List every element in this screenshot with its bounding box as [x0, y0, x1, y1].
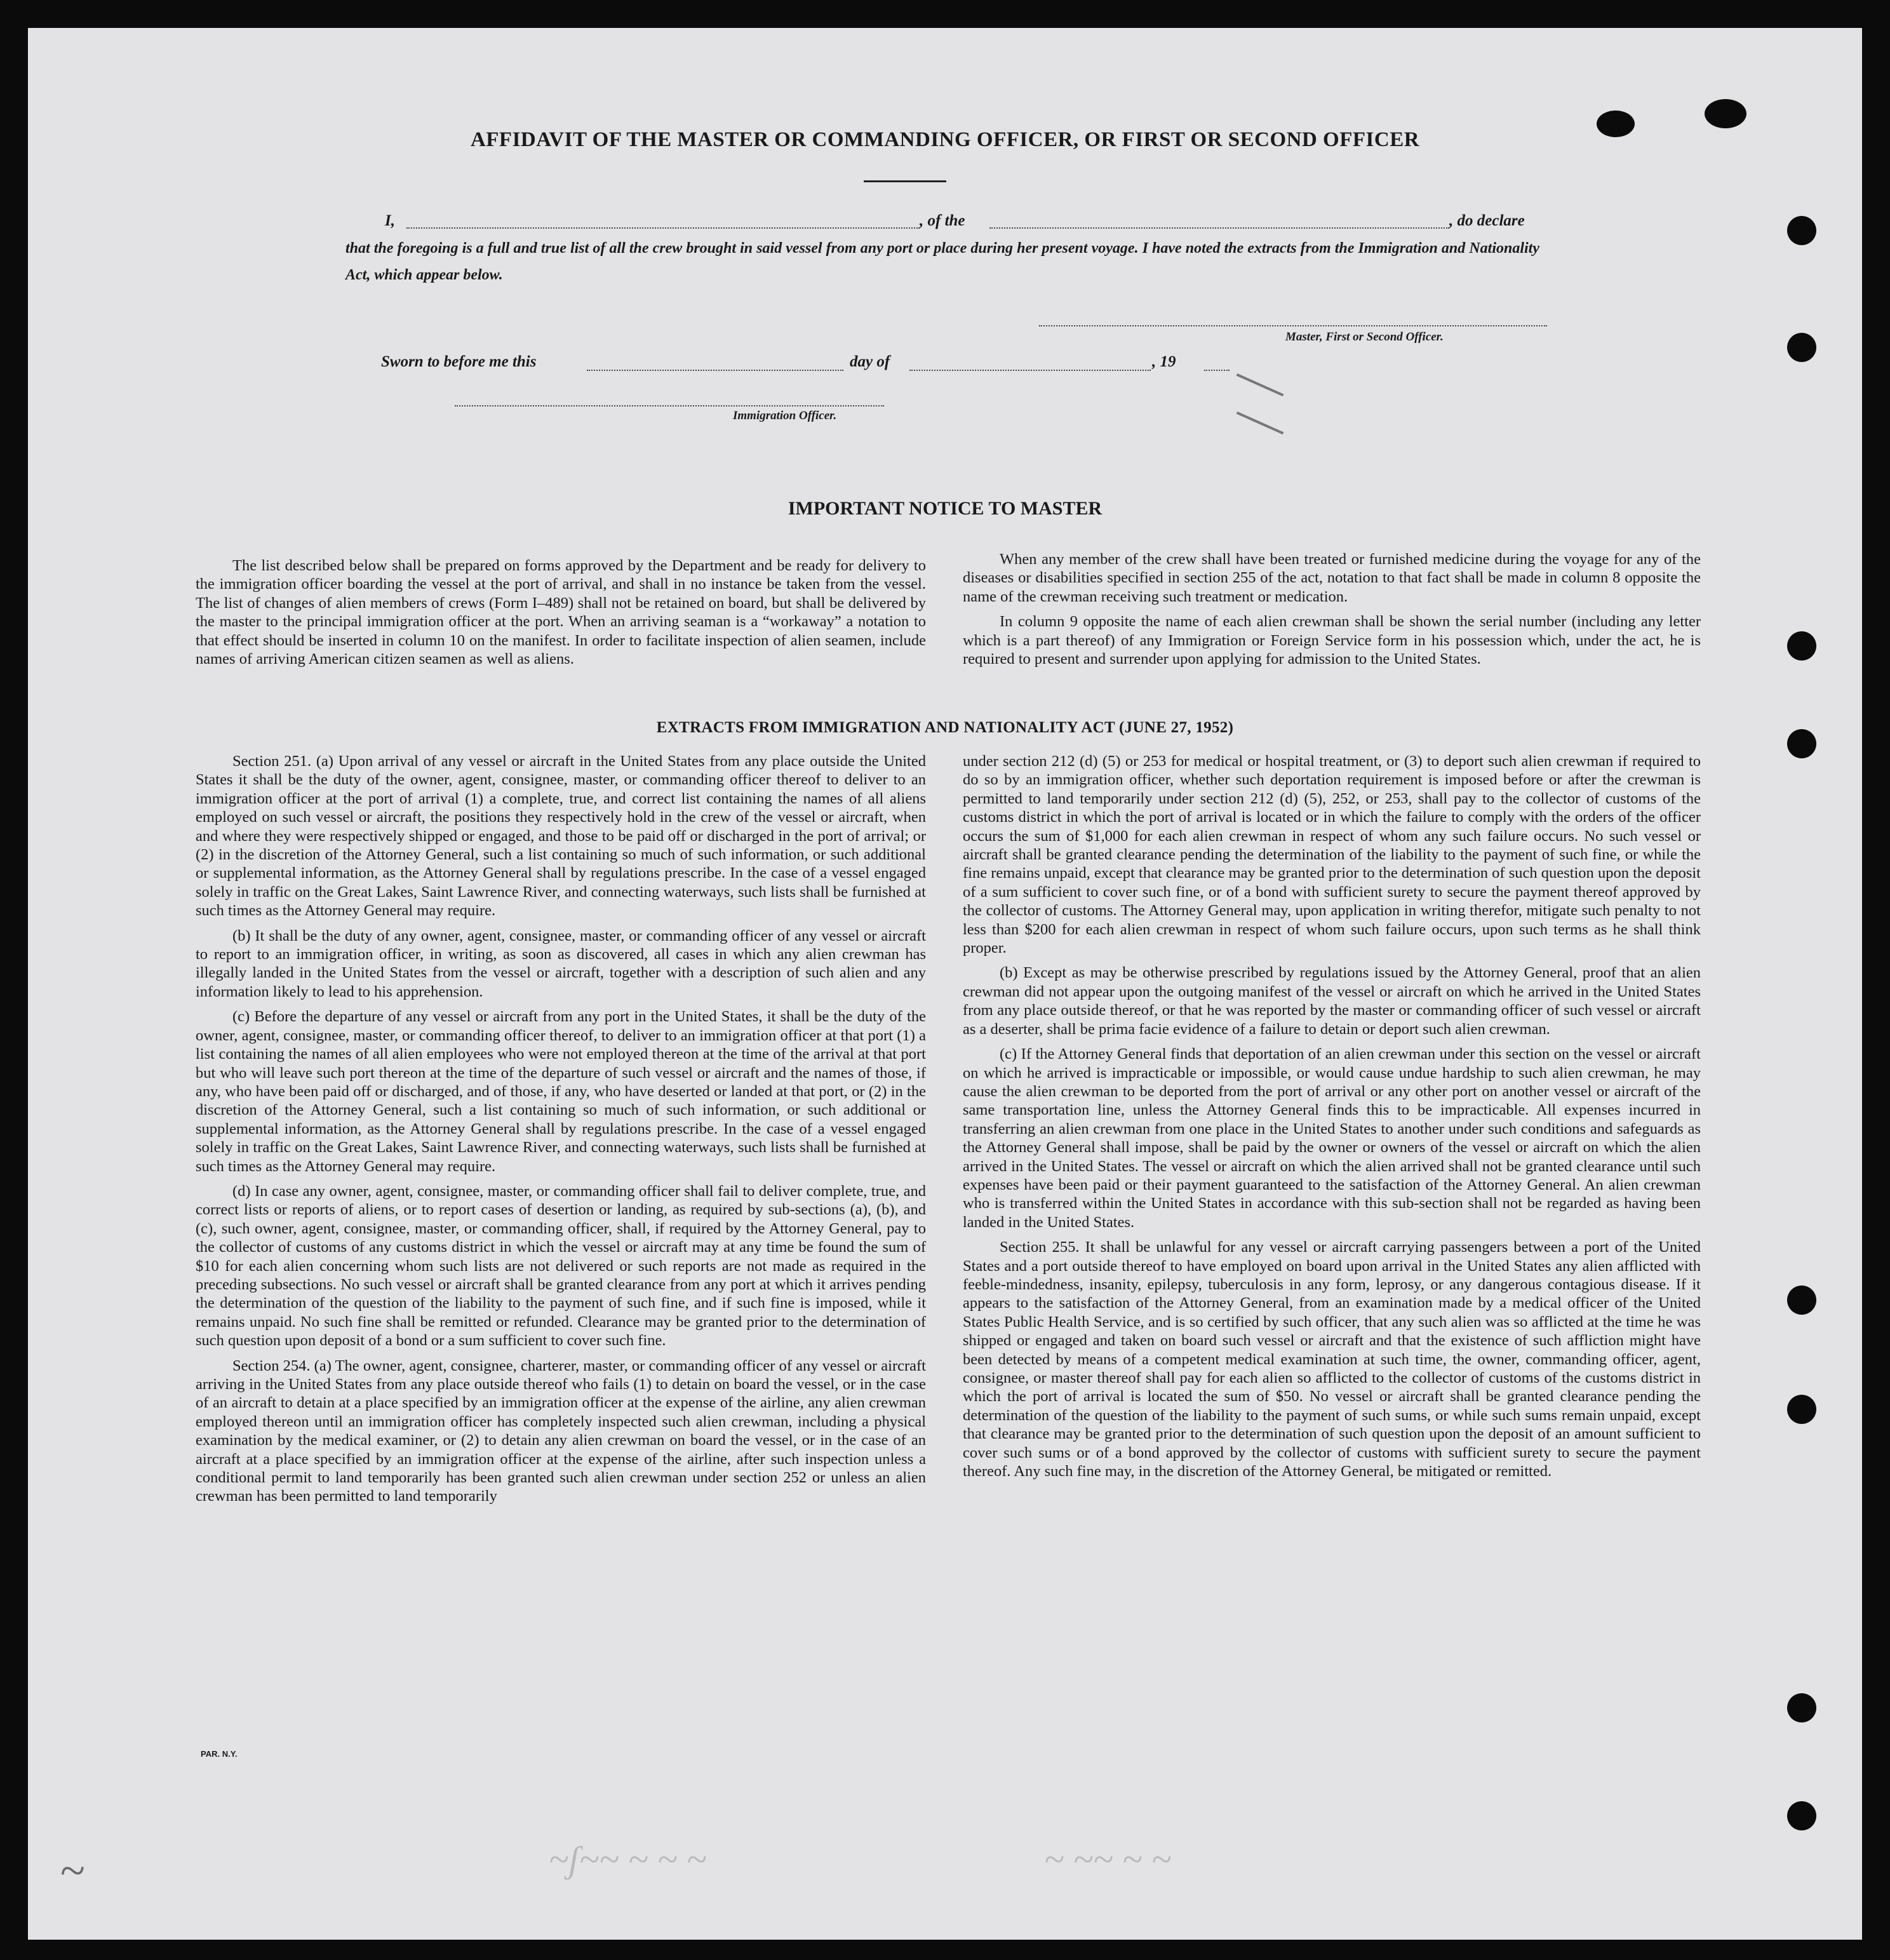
master-signature-field[interactable]	[1039, 325, 1547, 326]
notice-title: IMPORTANT NOTICE TO MASTER	[788, 498, 1102, 519]
punch-hole	[1787, 216, 1816, 245]
declarant-name-field[interactable]	[406, 227, 920, 229]
punch-hole	[1787, 631, 1816, 661]
punch-hole	[1787, 1285, 1816, 1315]
punch-hole	[1787, 1693, 1816, 1722]
punch-hole	[1787, 333, 1816, 362]
title-divider	[864, 180, 946, 182]
extract-paragraph: under section 212 (d) (5) or 253 for medical or hospital treatment, or (3) to deport such alien crewman if required to do so by an immigration officer, whether such deportation requirement is imposed before or after the crewman is permitted to land temporarily under section 212 (d) (5), 252, or 253, shall pay to the collector of customs of the customs district in which the port of arrival is located or in which the failure to comply with the orders of the officer occurs the sum of $1,000 for each alien crewman in respect of whom any such failure occurs. No such vessel or aircraft shall be granted clearance pending the determination of the liability to the payment of such fine, or while the fine remains unpaid, except that clearance may be granted prior to the determination of such question upon the deposit of a sum sufficient to cover such fine, or of a bond with sufficient surety to secure the payment thereof approved by the collector of customs. The Attorney General may, upon application in writing therefor, mitigate such penalty to not less than $200 for each alien crewman in respect of whom such failure occurs, upon such terms as he shall think proper.	[963, 753, 1701, 957]
sworn-label: Sworn to before me this	[381, 353, 537, 370]
sworn-day-field[interactable]	[587, 370, 843, 371]
extracts-right-column	[963, 752, 1701, 1487]
extract-paragraph: Section 255. It shall be unlawful for any vessel or aircraft carrying passengers between a port of the United States and a port outside thereof to have employed on board upon arrival in the United States any alien afflicted with feeble-mindedness, insanity, epilepsy, tuberculosis in any form, leprosy, or any dangerous contagious disease. If it appears to the satisfaction of the Attorney General, from an examination made by a medical officer of the United States Public Health Service, and is so certified by such officer, that any such alien was so afflicted at the time he was shipped or engaged and taken on board such vessel or aircraft and that the existence of such affliction might have been detected by means of a competent medical examination at such time, the owner, commanding officer, agent, consignee, or master thereof shall pay for each alien so afflicted to the collector of customs of the customs district in which the port of arrival is located the sum of $50. No vessel or aircraft shall be granted clearance pending the determination of the question of the liability to the payment of such sums, or while such sums remain unpaid, except that clearance may be granted prior to the determination of such question upon the deposit of an amount sufficient to cover such sums or of a bond approved by the collector of customs with sufficient surety to secure the payment thereof. Any such fine may, in the discretion of the Attorney General, be mitigated or remitted.	[963, 1238, 1701, 1480]
bleed-through-handwriting: ~ ~~ ~ ~	[1044, 1839, 1172, 1880]
sworn-month-field[interactable]	[909, 370, 1151, 371]
master-signature-label: Master, First or Second Officer.	[1285, 330, 1444, 344]
extract-paragraph: (c) If the Attorney General finds that deportation of an alien crewman under this section on the vessel or aircraft on which he arrived is impracticable or impossible, or would cause undue hardship to such alien crewman, he may cause the alien crewman to be deported from the port of arrival or any other port on another vessel or aircraft of the same transportation line, unless the Attorney General finds this to be impracticable. All expenses incurred in transferring an alien crewman from one place in the United States to another under such conditions and safeguards as the Attorney General shall impose, shall be paid by the owner or owners of the vessel or aircraft on which the alien arrived in the United States. The vessel or aircraft on which the alien arrived shall not be granted clearance until such expenses have been paid or their payment guaranteed to the satisfaction of the Attorney General. An alien crewman who is transferred within the United States in accordance with this sub-section shall not be regarded as having been landed in the United States.	[963, 1045, 1701, 1231]
notice-paragraph: When any member of the crew shall have been treated or furnished medicine during the voyage for any of the diseases or disabilities specified in section 255 of the act, notation to that fact shall be made in column 8 opposite the name of the crewman receiving such treatment or medication.	[963, 551, 1701, 605]
extract-paragraph: (b) It shall be the duty of any owner, agent, consignee, master, or commanding officer of any vessel or aircraft to report to an immigration officer, in writing, as soon as discovered, all cases in which any alien crewman has illegally landed in the United States from the vessel or aircraft, together with a description of such alien and any information likely to lead to his apprehension.	[196, 927, 926, 1000]
vessel-name-field[interactable]	[989, 227, 1449, 229]
handwritten-corner-mark: ~	[60, 1845, 84, 1896]
punch-hole	[1787, 1801, 1816, 1830]
sworn-year-field[interactable]	[1204, 370, 1230, 371]
do-declare-label: , do declare	[1449, 212, 1525, 229]
bleed-through-handwriting: ~ʃ~~ ~ ~ ~	[549, 1839, 707, 1880]
notice-right-column	[963, 550, 1701, 675]
extracts-title: EXTRACTS FROM IMMIGRATION AND NATIONALITY ACT (JUNE 27, 1952)	[656, 719, 1234, 736]
pen-stroke	[1237, 412, 1284, 434]
document-page	[28, 28, 1862, 1940]
notice-left-column	[196, 556, 926, 675]
notice-paragraph: The list described below shall be prepared on forms approved by the Department and be ready for delivery to the immigration officer boarding the vessel at the port of arrival, and shall in no instance be taken from the vessel. The list of changes of alien members of crews (Form I–489) shall not be retained on board, but shall be delivered by the master to the principal immigration officer at the port. When an arriving seaman is a “workaway” a notation to that effect should be inserted in column 10 on the manifest. In order to facilitate inspection of alien seamen, include names of arriving American citizen seamen as well as aliens.	[196, 557, 926, 668]
extract-paragraph: Section 251. (a) Upon arrival of any vessel or aircraft in the United States from any place outside the United States it shall be the duty of the owner, agent, consignee, master, or commanding officer thereof to deliver to an immigration officer at the port of arrival (1) a complete, true, and correct list containing the names of all aliens employed on such vessel or aircraft, the positions they respectively hold in the crew of the vessel or aircraft, when and where they were respectively shipped or engaged, and those to be paid off or discharged in the port of arrival; or (2) in the discretion of the Attorney General, such a list containing so much of such information, or such additional or supplemental information, as the Attorney General shall by regulations prescribe. In the case of a vessel engaged solely in traffic on the Great Lakes, Saint Lawrence River, and connecting waterways, such lists shall be furnished at such times as the Attorney General may require.	[196, 753, 926, 920]
immigration-officer-label: Immigration Officer.	[733, 409, 837, 422]
declaration-text: that the foregoing is a full and true list of all the crew brought in said vessel from any port or place during her present voyage. I have noted the extracts from the Immigration and Nationality Act, which appear below.	[345, 240, 1539, 283]
extract-paragraph: (c) Before the departure of any vessel or aircraft from any port in the United States, it shall be the duty of the owner, agent, consignee, master, or commanding officer thereof, to deliver to an immigration officer at that port (1) a list containing the names of all alien employees who were not employed thereon at the time of the arrival at that port but who will leave such port thereon at the time of the departure of such vessel or aircraft and the names of those, if any, who have been paid off or discharged, and of those, if any, who have deserted or landed at that port, or (2) in the discretion of the Attorney General, such a list containing so much of such information, or such additional or supplemental information, as the Attorney General shall by regulations prescribe. In the case of a vessel engaged solely in traffic on the Great Lakes, Saint Lawrence River, and connecting waterways, such lists shall be furnished at such times as the Attorney General may require.	[196, 1008, 926, 1175]
printer-mark: PAR. N.Y.	[201, 1749, 238, 1759]
extract-paragraph: (b) Except as may be otherwise prescribed by regulations issued by the Attorney General, proof that an alien crewman did not appear upon the outgoing manifest of the vessel or aircraft on which he arrived in the United States from any place outside thereof, or that he was reported by the master or commanding officer of such vessel or aircraft as a deserter, shall be prima facie evidence of a failure to detain or deport such alien crewman.	[963, 964, 1701, 1038]
ink-blot	[1705, 99, 1746, 128]
day-of-label: day of	[850, 353, 890, 370]
declarant-prefix: I,	[385, 212, 395, 229]
extract-paragraph: (d) In case any owner, agent, consignee, master, or commanding officer shall fail to deliver complete, true, and correct lists or reports of aliens, or to report cases of desertion or landing, as required by sub-sections (a), (b), and (c), such owner, agent, consignee, master, or commanding officer, shall, if required by the Attorney General, pay to the collector of customs of any customs district in which the vessel or aircraft may at any time be found the sum of $10 for each alien concerning whom such lists are not delivered or such reports are not made as required in the preceding subsections. No such vessel or aircraft shall be granted clearance from any port at which it arrives pending the determination of the question of the liability to the payment of such fine, and if such fine is imposed, while it remains unpaid. No such fine shall be remitted or refunded. Clearance may be granted prior to the determination of such question upon deposit of a bond or a sum sufficient to cover such fine.	[196, 1182, 926, 1350]
notice-paragraph: In column 9 opposite the name of each alien crewman shall be shown the serial number (including any letter which is a part thereof) of any Immigration or Foreign Service form in his possession which, under the act, he is required to present and surrender upon applying for admission to the United States.	[963, 613, 1701, 668]
extract-paragraph: Section 254. (a) The owner, agent, consignee, charterer, master, or commanding officer of any vessel or aircraft arriving in the United States from any place outside thereof who fails (1) to detain on board the vessel, or in the case of an aircraft to detain at a place specified by an immigration officer at the expense of the airline, any alien crewman employed thereon until an immigration officer has completely inspected such alien crewman, including a physical examination by the medical examiner, or (2) to detain any alien crewman on board the vessel, or in the case of an aircraft at a place specified by an immigration officer at the expense of the airline, after such inspection unless a conditional permit to land temporarily has been granted such alien crewman under section 252 or unless an alien crewman has been permitted to land temporarily	[196, 1357, 926, 1505]
extracts-left-column	[196, 752, 926, 1512]
pen-stroke	[1237, 373, 1284, 396]
punch-hole	[1787, 1395, 1816, 1424]
of-the-label: , of the	[920, 212, 965, 229]
immigration-officer-signature-field[interactable]	[455, 405, 884, 406]
affidavit-title: AFFIDAVIT OF THE MASTER OR COMMANDING OFFICER, OR FIRST OR SECOND OFFICER	[470, 128, 1420, 151]
year-label: , 19	[1152, 353, 1176, 370]
